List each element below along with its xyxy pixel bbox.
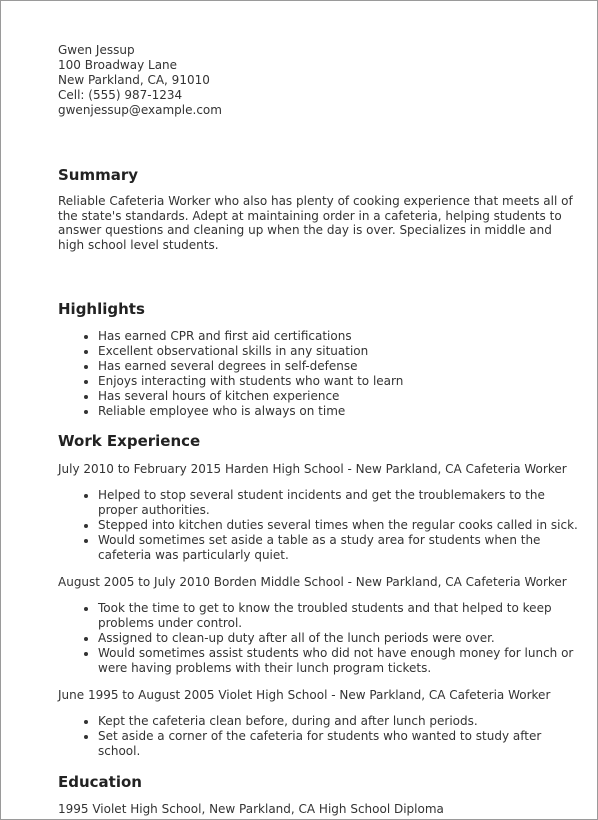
highlight-item: • Has several hours of kitchen experience — [98, 389, 578, 404]
job-title-line: August 2005 to July 2010 Borden Middle School - New Parkland, CA Cafeteria Worker — [58, 575, 567, 589]
job-bullet: • Set aside a corner of the cafeteria for students who wanted to study after school. — [98, 729, 578, 759]
resume-content — [58, 43, 578, 817]
job-bullet: • Assigned to clean-up duty after all of the lunch periods were over. — [98, 631, 578, 646]
highlight-item: • Has earned several degrees in self-defense — [98, 359, 578, 374]
job-bullet: • Stepped into kitchen duties several times when the regular cooks called in sick. — [98, 518, 578, 533]
job-entry — [58, 462, 578, 563]
contact-name: Gwen Jessup — [58, 43, 135, 57]
highlights-heading: Highlights — [58, 300, 145, 318]
highlight-item: • Excellent observational skills in any situation — [98, 344, 578, 359]
job-bullet: • Kept the cafeteria clean before, during and after lunch periods. — [98, 714, 578, 729]
highlight-item: • Enjoys interacting with students who want to learn — [98, 374, 578, 389]
highlight-item: • Has earned CPR and first aid certifications — [98, 329, 578, 344]
contact-block — [58, 43, 578, 118]
work-experience-heading: Work Experience — [58, 432, 201, 450]
education-heading: Education — [58, 773, 142, 791]
job-bullets — [58, 601, 578, 676]
job-bullet: • Would sometimes assist students who did not have enough money for lunch or were having problems with their lunch program tickets. — [98, 646, 578, 676]
highlights-list — [58, 329, 578, 419]
job-title-line: June 1995 to August 2005 Violet High School - New Parkland, CA Cafeteria Worker — [58, 688, 551, 702]
contact-cell: Cell: (555) 987-1234 — [58, 88, 183, 102]
contact-city: New Parkland, CA, 91010 — [58, 73, 210, 87]
job-bullets — [58, 714, 578, 759]
summary-text: Reliable Cafeteria Worker who also has plenty of cooking experience that meets all of the state's standards. Adept at maintaining order in a cafeteria, helping students to answer questions and cleaning up when the day is over. Specializes in middle and high school level students. — [58, 194, 573, 252]
job-entry — [58, 688, 578, 759]
contact-address: 100 Broadway Lane — [58, 58, 178, 72]
job-title-line: July 2010 to February 2015 Harden High School - New Parkland, CA Cafeteria Worker — [58, 462, 567, 476]
education-line: 1995 Violet High School, New Parkland, CA High School Diploma — [58, 802, 444, 816]
job-entry — [58, 575, 578, 676]
job-bullet: • Helped to stop several student incidents and get the troublemakers to the proper authorities. — [98, 488, 578, 518]
job-bullets — [58, 488, 578, 563]
job-bullet: • Took the time to get to know the troubled students and that helped to keep problems under control. — [98, 601, 578, 631]
job-bullet: • Would sometimes set aside a table as a study area for students when the cafeteria was particularly quiet. — [98, 533, 578, 563]
highlight-item: • Reliable employee who is always on time — [98, 404, 578, 419]
summary-heading: Summary — [58, 166, 139, 184]
contact-email: gwenjessup@example.com — [58, 103, 222, 117]
